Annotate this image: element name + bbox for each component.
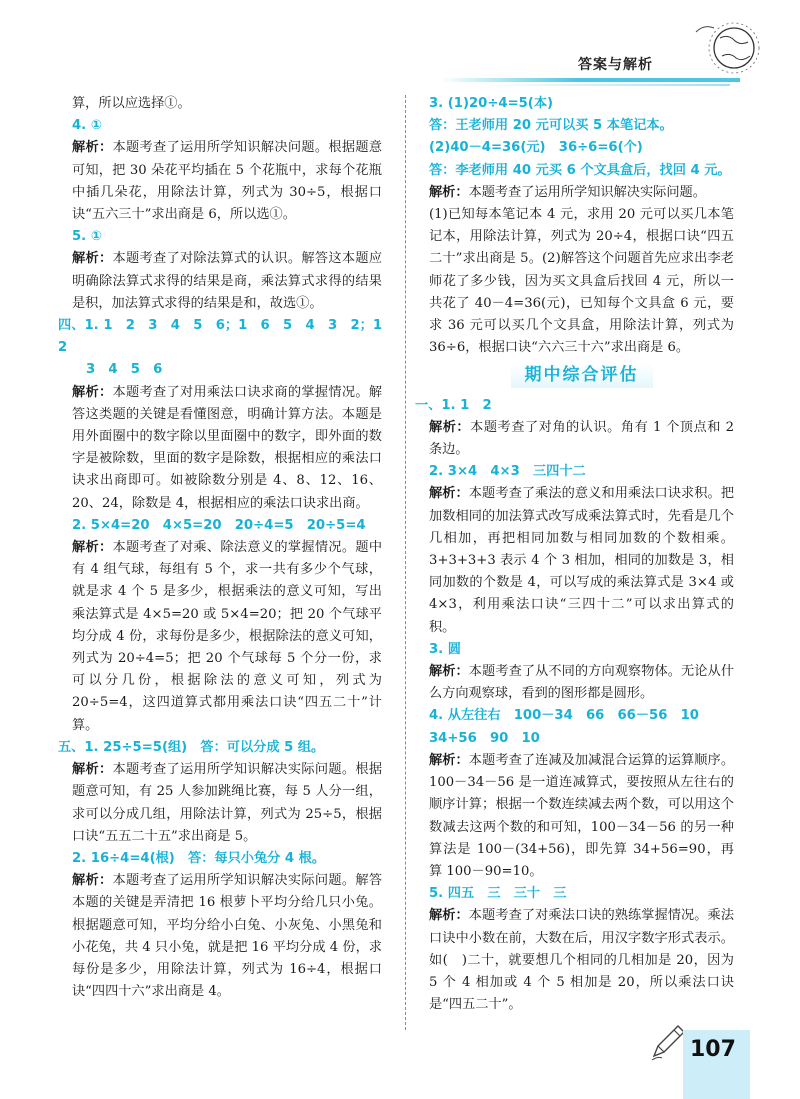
answer-line: 五、1. 25÷5=5(组) 答：可以分成 5 组。 <box>58 739 325 755</box>
explanation-label: 解析： <box>72 140 113 156</box>
explanation-label: 解析： <box>72 251 113 267</box>
explanation-label: 解析： <box>72 762 113 778</box>
explanation-label: 解析： <box>72 873 113 889</box>
answer-line: 5. 四五 三 三十 三 <box>429 886 567 902</box>
answer-line: 3. 圆 <box>429 641 461 657</box>
body-text: 算，所以应选择①。 <box>72 96 191 111</box>
explanation-paragraph <box>72 137 382 226</box>
explanation-text: 本题考查了从不同的方向观察物体。无论从什么方向观察球，看到的图形都是圆形。 <box>429 664 735 702</box>
answer-line: 4. 从左往右 100－34 66 66－56 10 <box>429 708 699 724</box>
explanation-text: 本题考查了对乘法口诀的熟练掌握情况。乘法口诀中小数在前，大数在后，用汉字数字形式表示。如( )二十，就要想几个相同的几相加是 20，因为 5 个 4 相加或 4 个 5 相加是 20，所以乘法口诀是“四五二十”。 <box>429 908 735 1013</box>
section-title-text: 期中综合评估 <box>511 363 653 387</box>
pencil-icon <box>648 1022 688 1062</box>
explanation-text: 本题考查了对角的认识。角有 1 个顶点和 2 条边。 <box>429 419 735 458</box>
explanation-text: 本题考查了连减及加减混合运算的运算顺序。100－34－56 是一道连减算式，要按照从左往右的顺序计算；根据一个数连续减去两个数，可以用这个数减去这两个数的和可知，100－34－56 的另一种算法是 100－(34+56)，即先算 34+56=90，再算 100－90=10。 <box>429 752 735 879</box>
explanation-paragraph <box>72 382 382 515</box>
answer-line: 2. 5×4=20 4×5=20 20÷4=5 20÷5=4 <box>72 517 366 533</box>
explanation-paragraph <box>72 870 382 1003</box>
answer-line: 5. ① <box>72 229 102 245</box>
explanation-label: 解析： <box>429 664 469 680</box>
explanation-paragraph <box>72 537 382 737</box>
answer-line: 34+56 90 10 <box>429 730 540 746</box>
explanation-label: 解析： <box>429 908 469 924</box>
explanation-text: 本题考查了运用所学知识解决问题。根据题意可知，把 30 朵花平均插在 5 个花瓶中，求每个花瓶中插几朵花，用除法计算，列式为 30÷5，根据口诀“五六三十”求出商是 6，所以选①。 <box>72 140 383 223</box>
header-title: 答案与解析 <box>578 57 653 73</box>
section-title <box>429 363 734 388</box>
explanation-paragraph <box>429 182 734 204</box>
explanation-text: 本题考查了乘法的意义和用乘法口诀求积。把加数相同的加法算式改写成乘法算式时，先看是几个几相加，再把相同加数与相同加数的个数相乘。3+3+3+3 表示 4 个 3 相加，相同的加数是 3，相同加数的个数是 4，可以写成的乘法算式是 3×4 或 4×3，利用乘法口诀“三四十二”可以求出算式的积。 <box>429 486 735 635</box>
answer-line: 答：王老师用 20 元可以买 5 本笔记本。 <box>429 118 673 134</box>
explanation-paragraph <box>429 905 734 1016</box>
explanation-label: 解析： <box>429 486 469 502</box>
answer-line: 3 4 5 6 <box>86 362 163 378</box>
explanation-paragraph <box>429 750 734 883</box>
explanation-label: 解析： <box>72 384 113 400</box>
globe-logo-icon <box>690 18 760 78</box>
explanation-label: 解析： <box>429 419 471 435</box>
explanation-label: 解析： <box>429 184 469 200</box>
explanation-text: 本题考查了对用乘法口诀求商的掌握情况。解答这类题的关键是看懂图意，明确计算方法。本题是用外面圈中的数字除以里面圈中的数字，即外面的数字是被除数，里面的数字是除数，根据相应的乘法口诀求出商即可。如被除数分别是 4、8、12、16、20、24，除数是 4，根据相应的乘法口诀求出商。 <box>72 384 383 511</box>
column-divider <box>405 95 406 1030</box>
answer-line: 四、1. 1 2 3 4 5 6；1 6 5 4 3 2；1 2 <box>58 318 396 356</box>
answer-line: 一、1. 1 2 <box>415 397 492 413</box>
answer-line: (2)40－4=36(元) 36÷6=6(个) <box>429 140 643 156</box>
page-number: 107 <box>690 1037 736 1062</box>
body-text: (1)已知每本笔记本 4 元，求用 20 元可以买几本笔记本，用除法计算，列式为 20÷4，根据口诀“四五二十”求出商是 5。(2)解答这个问题首先应求出李老师花了多少钱，因为买文具盒后找回 4 元，所以一共花了 40－4=36(元)，已知每个文具盒 6 元，要求 36 元可以买几个文具盒，用除法计算，列式为 36÷6，根据口诀“六六三十六”求出商是 6。 <box>429 207 734 356</box>
left-column <box>58 93 396 1003</box>
answer-line: 答：李老师用 40 元买 6 个文具盒后，找回 4 元。 <box>429 162 731 178</box>
explanation-text: 本题考查了运用所学知识解决实际问题。解答本题的关键是弄清把 16 根萝卜平均分给几只小兔。根据题意可知，平均分给小白兔、小灰兔、小黑兔和小花兔，共 4 只小兔，就是把 16 平均分成 4 份，求每份是多少，用除法计算，列式为 16÷4，根据口诀“四四十六”求出商是 4。 <box>72 873 383 1000</box>
right-column <box>415 93 735 1016</box>
answer-line: 2. 3×4 4×3 三四十二 <box>429 464 586 480</box>
explanation-paragraph <box>429 417 734 461</box>
explanation-paragraph <box>429 483 734 638</box>
explanation-label: 解析： <box>72 540 113 556</box>
answer-line: 2. 16÷4=4(根) 答：每只小兔分 4 根。 <box>72 850 326 866</box>
explanation-text: 本题考查了对乘、除法意义的掌握情况。题中有 4 组气球，每组有 5 个，求一共有多少个气球，就是求 4 个 5 是多少，根据乘法的意义可知，写出乘法算式是 4×5=20 或 5×4=20；把 20 个气球平均分成 4 份，求每份是多少，根据除法的意义可知，列式为 20÷4=5；把 20 个气球每 5 个分一份，求可以分几份，根据除法的意义可知，列式为 20÷5=4，这四道算式都用乘法口诀“四五二十”计算。 <box>72 540 383 733</box>
explanation-paragraph <box>72 759 382 848</box>
explanation-text: 本题考查了对除法算式的认识。解答这本题应明确除法算式求得的结果是商，乘法算式求得的结果是积，加法算式求得的结果是和，故选①。 <box>72 251 383 311</box>
answer-line: 3. (1)20÷4=5(本) <box>429 96 554 111</box>
page-header <box>0 0 800 95</box>
answer-line: 4. ① <box>72 118 102 134</box>
explanation-text: 本题考查了运用所学知识解决实际问题。 <box>468 184 706 200</box>
header-rule <box>440 78 740 82</box>
explanation-paragraph <box>72 248 382 315</box>
header-rule-thin <box>480 84 730 86</box>
explanation-label: 解析： <box>429 752 469 768</box>
explanation-text: 本题考查了运用所学知识解决实际问题。根据题意可知，有 25 人参加跳绳比赛，每 5 人分一组，求可以分成几组，用除法计算，列式为 25÷5，根据口诀“五五二十五”求出商是 5。 <box>72 762 383 844</box>
explanation-paragraph <box>429 661 734 705</box>
